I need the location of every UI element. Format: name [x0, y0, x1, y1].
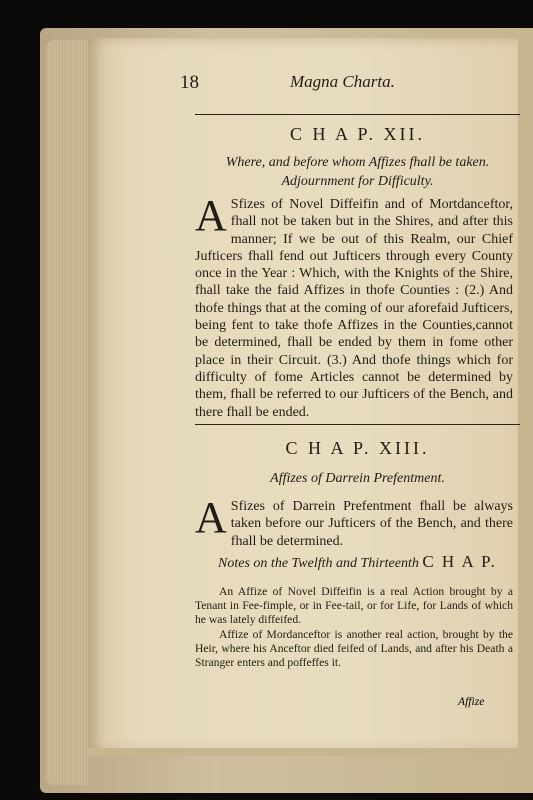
chapter-divider-rule: [195, 424, 520, 425]
note-novel-disseisin: [195, 585, 513, 628]
chapter-12-dropcap: A: [195, 191, 227, 240]
page-number: 18: [180, 72, 199, 93]
chapter-12-text: Sfizes of Novel Diffeifin and of Mortdanceftor, fhall not be taken but in the Shires, and after this manner; If we be out of this Realm, our Chief Jufticers fhall fend out Jufticers through every County once in the Year : Which, with the Knights of the Shire, fhall take the faid Affizes in thofe Counties : (2.) And thofe things that at the coming of our aforefaid Jufticers, being fent to take thofe Affizes in the Counties,cannot be determined, fhall be ended by them in fome other place in their Circuit. (3.) And thofe things which for difficulty of fome Articles cannot be determined by them, fhall be referred to our Jufticers of the Bench, and there fhall be ended.: [195, 197, 513, 420]
chapter-13-subtitle: Affizes of Darrein Prefentment.: [270, 471, 445, 486]
catchword: Affize: [458, 695, 485, 708]
note-2-text: Affize of Mordanceftor is another real action, brought by the Heir, where his Anceftor died feifed of Lands, and after his Death a Stranger enters and poffeffes it.: [195, 628, 513, 670]
chapter-12-subtitle-line2: Adjournment for Difficulty.: [281, 174, 434, 189]
chapter-13-dropcap: A: [195, 493, 227, 542]
header-rule: [195, 114, 520, 115]
chapter-13-heading: C H A P. XIII.: [285, 438, 430, 458]
page-block-edge: [46, 40, 88, 785]
notes-heading-text: Notes on the Twelfth and Thirteenth: [218, 556, 419, 571]
chapter-12-heading: C H A P. XII.: [289, 124, 426, 144]
chapter-13-body: [195, 493, 513, 550]
chapter-13-text: Sfizes of Darrein Prefentment fhall be always taken before our Jufticers of the Bench, and there fhall be determined.: [230, 499, 513, 549]
chapter-12-subtitle: [195, 153, 520, 191]
running-title: Magna Charta.: [290, 72, 395, 91]
chapter-12-body: [195, 191, 513, 421]
running-head: [112, 72, 502, 94]
notes-heading: [195, 552, 520, 572]
chapter-12-subtitle-line1: Where, and before whom Affizes fhall be taken.: [225, 155, 490, 170]
page-bottom-edges: [88, 748, 518, 756]
notes-heading-chap: C H A P.: [422, 552, 497, 571]
note-1-text: An Affize of Novel Diffeifin is a real Action brought by a Tenant in Fee-fimple, or in Fee-tail, or for Life, for Lands of which he was lately diffeifed.: [195, 585, 513, 627]
note-mortdancestor: [195, 628, 513, 671]
